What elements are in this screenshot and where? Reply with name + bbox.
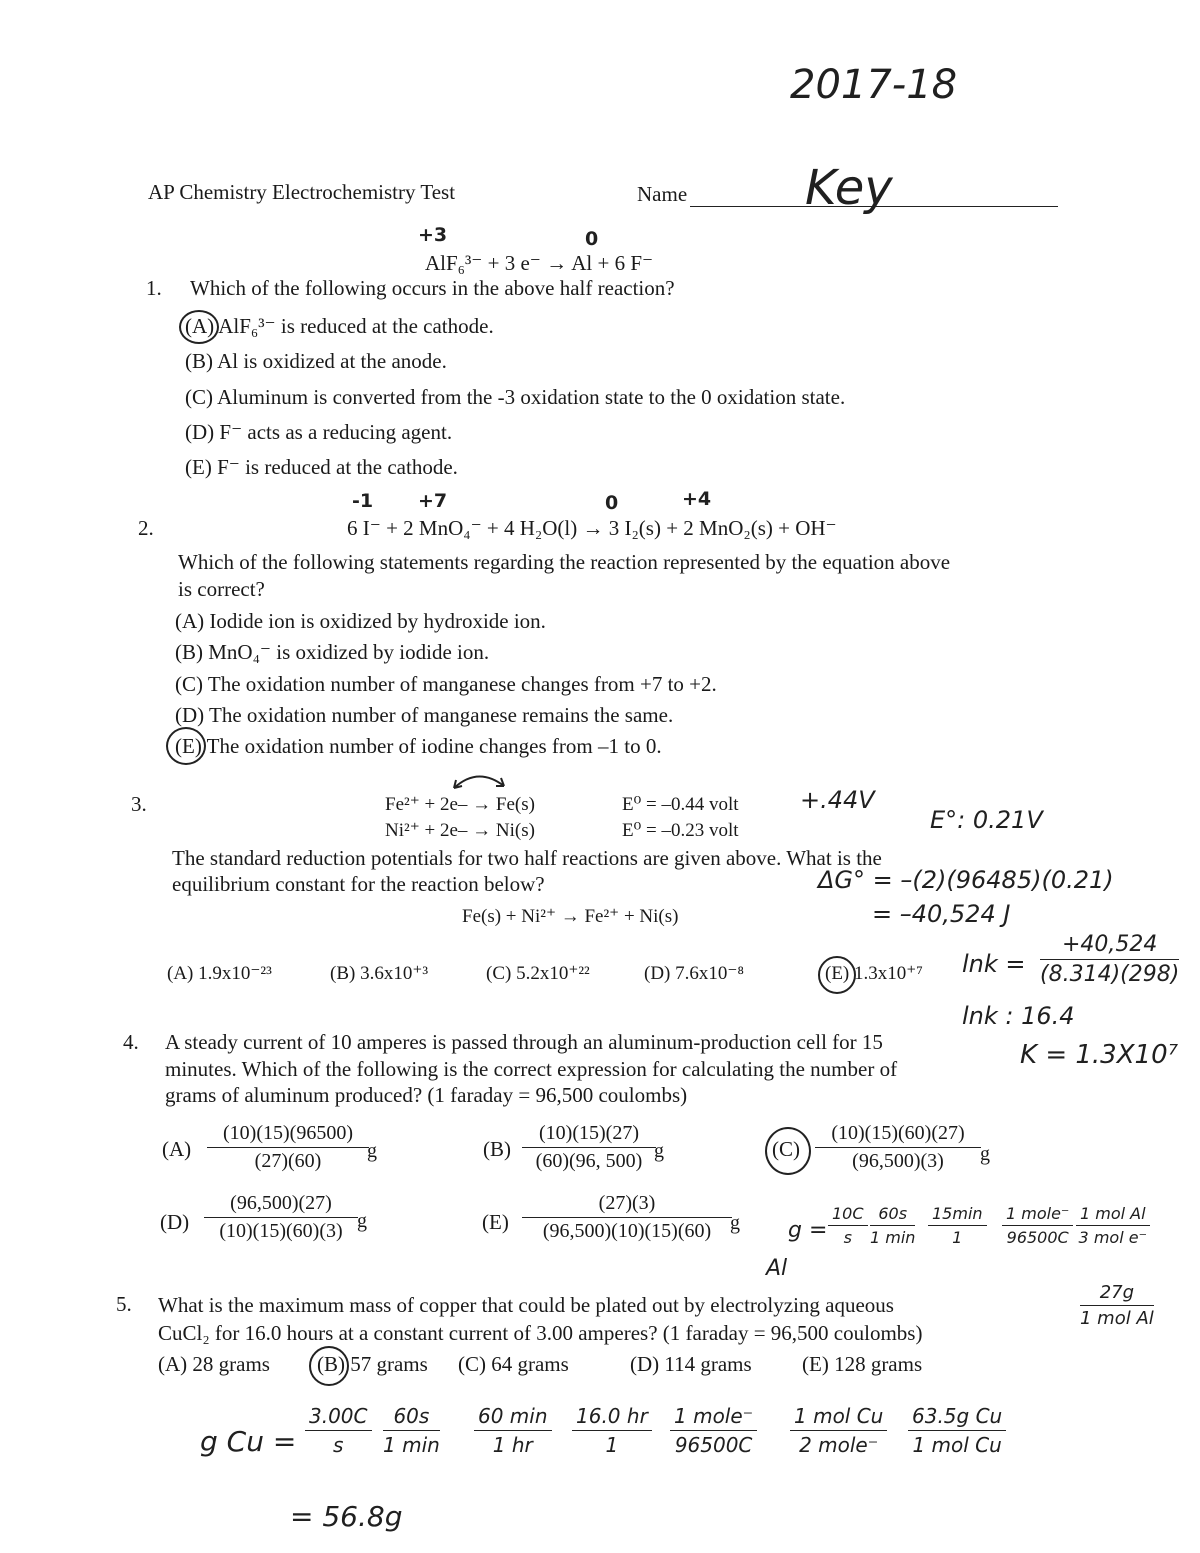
q1-answer-circle — [179, 310, 219, 344]
q1-annotation-ox-right: 0 — [585, 228, 599, 250]
q5-work-term-4 — [572, 1404, 652, 1457]
q4-option-c-unit: g — [980, 1143, 990, 1165]
q4-work-term-5 — [1076, 1204, 1150, 1247]
q5-work-term-6-den: 2 mole⁻ — [799, 1433, 879, 1457]
q2-answer-circle — [166, 727, 206, 765]
q5-work-term-5 — [670, 1404, 757, 1457]
q4-work-term-5-num: 1 mol Al — [1076, 1204, 1150, 1226]
q1-option-b: (B) Al is oxidized at the anode. — [185, 349, 447, 373]
q5-question-line2: CuCl₂ for 16.0 hours at a constant current of 3.00 amperes? (1 faraday = 96,500 coulombs) — [158, 1321, 923, 1345]
q5-work-term-3-den: 1 hr — [492, 1433, 533, 1457]
q4-option-d-label: (D) — [160, 1210, 190, 1234]
q5-number: 5. — [116, 1292, 132, 1316]
q4-work-term-4-num: 1 mole⁻ — [1002, 1204, 1073, 1226]
q5-work-term-2-num: 60s — [383, 1404, 440, 1431]
q3-option-a: (A) 1.9x10⁻²³ — [167, 963, 272, 984]
q4-option-d-den: (10)(15)(60)(3) — [219, 1220, 343, 1242]
q2-option-e: (E) The oxidation number of iodine changes from –1 to 0. — [175, 734, 662, 758]
q5-work-term-4-den: 1 — [605, 1433, 619, 1457]
page-title: AP Chemistry Electrochemistry Test — [148, 180, 456, 204]
q5-option-d: (D) 114 grams — [630, 1352, 752, 1376]
q4-option-a-num: (10)(15)(96500) — [207, 1122, 369, 1148]
q4-work-term-3-den: 1 — [952, 1228, 963, 1247]
q4-work-term-6-num: 27g — [1080, 1282, 1154, 1306]
q1-number: 1. — [146, 276, 162, 300]
q2-annotation-mn-after: +4 — [682, 488, 712, 510]
q5-work-term-7-den: 1 mol Cu — [912, 1433, 1002, 1457]
q3-work-lnk-den: (8.314)(298) — [1040, 962, 1180, 987]
q5-work-term-5-den: 96500C — [674, 1433, 753, 1457]
q5-work-term-5-num: 1 mole⁻ — [670, 1404, 757, 1431]
q5-work-g-cu: g Cu = — [200, 1425, 297, 1458]
q2-annotation-iodine: 0 — [605, 492, 619, 514]
q4-work-term-2-num: 60s — [870, 1204, 915, 1226]
q4-question-line3: grams of aluminum produced? (1 faraday = 96,500 coulombs) — [165, 1083, 688, 1107]
q5-work-term-7 — [908, 1404, 1006, 1457]
q4-question-line2: minutes. Which of the following is the correct expression for calculating the number of — [165, 1057, 898, 1081]
q4-work-term-2 — [870, 1204, 915, 1247]
q3-option-d: (D) 7.6x10⁻⁸ — [644, 963, 745, 984]
q5-work-term-2 — [383, 1404, 440, 1457]
q4-option-e-num: (27)(3) — [522, 1192, 732, 1218]
q4-option-b-unit: g — [654, 1140, 664, 1162]
q4-answer-circle — [765, 1127, 811, 1175]
q3-question-line1: The standard reduction potentials for two half reactions are given above. What is the — [172, 846, 882, 870]
q4-option-b-label: (B) — [483, 1137, 511, 1161]
q2-annotation-iodide: -1 — [352, 490, 374, 512]
q5-work-term-2-den: 1 min — [383, 1433, 440, 1457]
q3-e0-fe: E⁰ = –0.44 volt — [622, 794, 739, 815]
q1-option-e: (E) F⁻ is reduced at the cathode. — [185, 455, 458, 479]
q3-e0-ni: E⁰ = –0.23 volt — [622, 820, 739, 841]
q4-work-term-2-den: 1 min — [870, 1228, 916, 1247]
q4-work-term-1-den: s — [843, 1228, 852, 1247]
q5-question-line1: What is the maximum mass of copper that could be plated out by electrolyzing aqueous — [158, 1293, 894, 1317]
q3-work-e0: E°: 0.21V — [930, 806, 1043, 834]
q4-option-c-fraction — [815, 1122, 981, 1173]
q3-answer-circle — [818, 956, 856, 994]
q4-option-d-fraction — [204, 1192, 358, 1243]
q2-option-c: (C) The oxidation number of manganese changes from +7 to +2. — [175, 672, 717, 696]
q5-work-result: = 56.8g — [290, 1500, 403, 1533]
q5-work-term-3 — [474, 1404, 552, 1457]
q2-annotation-mn-before: +7 — [418, 490, 448, 512]
q5-option-c: (C) 64 grams — [458, 1352, 569, 1376]
q2-option-b: (B) MnO₄⁻ is oxidized by iodide ion. — [175, 640, 490, 664]
q4-option-a-fraction — [207, 1122, 369, 1173]
q3-work-lnk-label: lnk = — [962, 950, 1026, 978]
q4-option-e-label: (E) — [482, 1210, 509, 1234]
q4-option-d-unit: g — [357, 1210, 367, 1232]
q4-work-term-5-den: 3 mol e⁻ — [1078, 1228, 1148, 1247]
name-label: Name — [637, 182, 688, 206]
q5-work-term-6 — [790, 1404, 887, 1457]
q4-number: 4. — [123, 1030, 139, 1054]
q5-work-term-7-num: 63.5g Cu — [908, 1404, 1006, 1431]
q4-work-term-1-num: 10C — [828, 1204, 868, 1226]
q3-reaction: Fe(s) + Ni²⁺ → Fe²⁺ + Ni(s) — [462, 906, 679, 927]
q3-option-c: (C) 5.2x10⁺²² — [486, 963, 590, 984]
q4-work-term-3-num: 15min — [928, 1204, 987, 1226]
q4-work-g: g = — [788, 1218, 828, 1243]
q1-question: Which of the following occurs in the above half reaction? — [190, 276, 675, 300]
q5-work-term-6-num: 1 mol Cu — [790, 1404, 887, 1431]
q4-option-d-num: (96,500)(27) — [204, 1192, 358, 1218]
q4-work-term-3 — [928, 1204, 987, 1247]
q5-work-term-4-num: 16.0 hr — [572, 1404, 652, 1431]
q4-option-e-fraction — [522, 1192, 732, 1243]
q4-option-a-unit: g — [367, 1140, 377, 1162]
q2-option-a: (A) Iodide ion is oxidized by hydroxide ion. — [175, 609, 546, 633]
q5-option-a: (A) 28 grams — [158, 1352, 270, 1376]
q5-work-term-1-num: 3.00C — [305, 1404, 372, 1431]
q4-work-term-4-den: 96500C — [1006, 1228, 1069, 1247]
q4-work-term-4 — [1002, 1204, 1073, 1247]
q2-question-line2: is correct? — [178, 577, 265, 601]
q5-option-b: (B) 57 grams — [317, 1352, 428, 1376]
q3-work-lnk-num: +40,524 — [1040, 932, 1179, 960]
q4-work-al: Al — [766, 1256, 788, 1281]
q3-work-k: K = 1.3X10⁷ — [1020, 1040, 1179, 1070]
q3-option-e: (E) 1.3x10⁺⁷ — [825, 963, 923, 984]
q1-option-c: (C) Aluminum is converted from the -3 oxidation state to the 0 oxidation state. — [185, 385, 846, 409]
q3-option-b: (B) 3.6x10⁺³ — [330, 963, 429, 984]
q5-option-e: (E) 128 grams — [802, 1352, 923, 1376]
q3-work-dg1: ΔG° = –(2)(96485)(0.21) — [818, 866, 1114, 894]
q4-work-term-1 — [828, 1204, 868, 1247]
q4-option-c-num: (10)(15)(60)(27) — [815, 1122, 981, 1148]
q2-question-line1: Which of the following statements regarding the reaction represented by the equation above — [178, 550, 951, 574]
year-annotation: 2017-18 — [790, 62, 958, 108]
q4-option-b-num: (10)(15)(27) — [522, 1122, 656, 1148]
q3-question-line2: equilibrium constant for the reaction below? — [172, 872, 545, 896]
q3-half-reaction-fe: Fe²⁺ + 2e– → Fe(s) — [385, 794, 535, 815]
q4-question-line1: A steady current of 10 amperes is passed through an aluminum-production cell for 15 — [165, 1030, 883, 1054]
q4-option-e-den: (96,500)(10)(15)(60) — [542, 1220, 712, 1242]
q2-option-d: (D) The oxidation number of manganese remains the same. — [175, 703, 674, 727]
q3-swap-arrow — [450, 770, 510, 792]
q1-option-d: (D) F⁻ acts as a reducing agent. — [185, 420, 453, 444]
q3-work-lnk-fraction — [1040, 932, 1179, 987]
name-value: Key — [805, 160, 893, 216]
q1-annotation-ox-left: +3 — [418, 224, 448, 246]
q4-option-c-den: (96,500)(3) — [852, 1150, 944, 1172]
q3-number: 3. — [131, 792, 147, 816]
q3-work-lnk-value: lnk : 16.4 — [962, 1002, 1075, 1030]
q4-option-c-label: (C) — [772, 1137, 800, 1161]
q4-option-e-unit: g — [730, 1212, 740, 1234]
q1-equation: AlF₆³⁻ + 3 e⁻ → Al + 6 F⁻ — [425, 251, 654, 275]
q5-work-term-1-den: s — [333, 1433, 344, 1457]
q5-work-term-1 — [305, 1404, 372, 1457]
q4-option-a-label: (A) — [162, 1137, 192, 1161]
q3-work-dg2: = –40,524 J — [872, 900, 1011, 928]
q2-number: 2. — [138, 516, 154, 540]
q1-option-a: (A) AlF₆³⁻ is reduced at the cathode. — [185, 314, 494, 338]
q3-work-plus: +.44V — [800, 786, 875, 814]
q4-option-a-den: (27)(60) — [254, 1150, 322, 1172]
q5-work-term-3-num: 60 min — [474, 1404, 552, 1431]
q5-answer-circle — [309, 1346, 349, 1386]
q3-half-reaction-ni: Ni²⁺ + 2e– → Ni(s) — [385, 820, 535, 841]
q4-work-term-6 — [1080, 1282, 1154, 1329]
q4-work-term-6-den: 1 mol Al — [1080, 1308, 1154, 1329]
q2-equation: 6 I⁻ + 2 MnO₄⁻ + 4 H₂O(l) → 3 I₂(s) + 2 MnO₂(s) + OH⁻ — [347, 516, 837, 540]
q4-option-b-fraction — [522, 1122, 656, 1173]
q4-option-b-den: (60)(96, 500) — [535, 1150, 643, 1172]
